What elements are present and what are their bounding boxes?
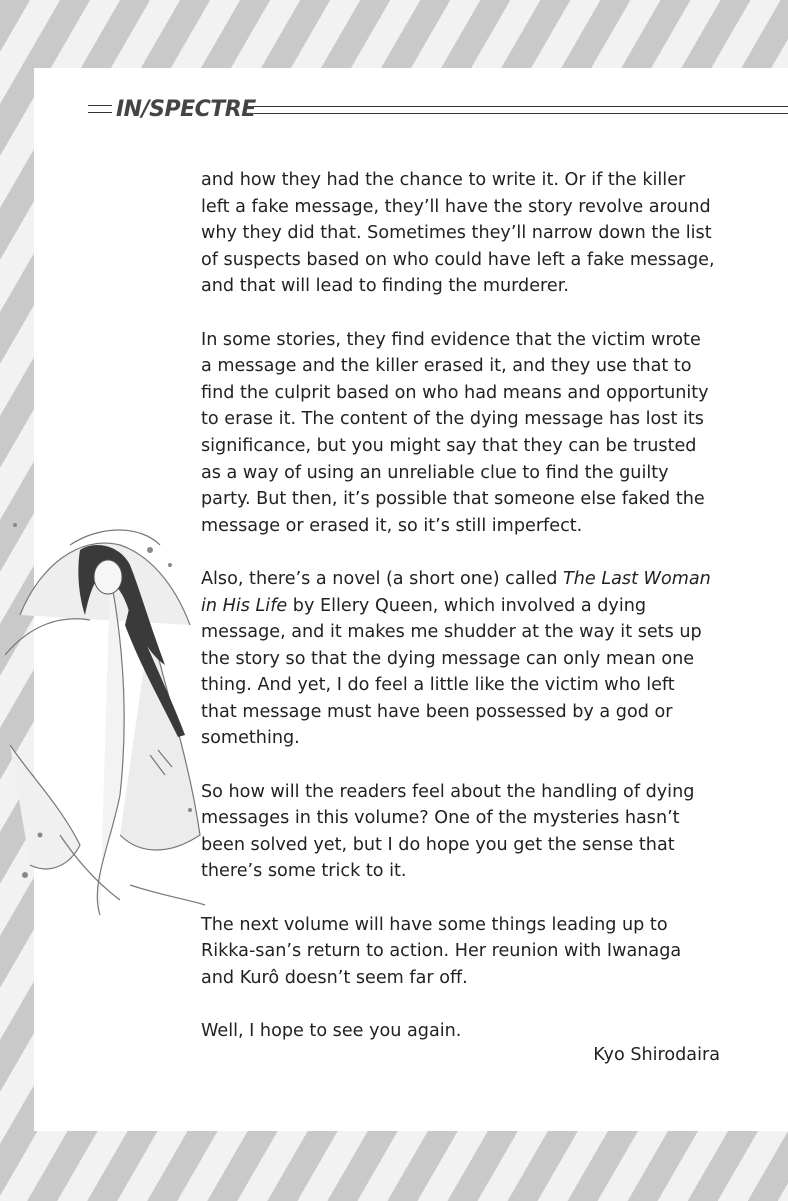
text-line: a message and the killer erased it, and they use that to: [201, 356, 692, 377]
text-line: find the culprit based on who had means and opportunity: [201, 382, 709, 403]
text-line: that message must have been possessed by a god or: [201, 701, 673, 722]
text-line: [201, 566, 741, 593]
text-line: Rikka-san’s return to action. Her reunion with Iwanaga: [201, 941, 682, 962]
text-line: messages in this volume? One of the mysteries hasn’t: [201, 808, 680, 829]
header-rule-left: [88, 105, 112, 113]
text-run: Also, there’s a novel (a short one) called: [201, 568, 563, 589]
text-line: of suspects based on who could have left a fake message,: [201, 249, 715, 270]
text-line: [201, 593, 741, 620]
text-run: by Ellery Queen, which involved a dying: [287, 595, 647, 616]
header-rule-right: [254, 106, 788, 114]
afterword-body: [201, 167, 741, 1045]
text-line: Well, I hope to see you again.: [201, 1021, 462, 1041]
text-line: message or erased it, so it’s still imperfect.: [201, 515, 583, 536]
series-logo: IN/SPECTRE: [116, 97, 256, 122]
text-line: why they did that. Sometimes they’ll narrow down the list: [201, 223, 712, 244]
book-title: The Last Woman: [563, 568, 711, 589]
author-signature: Kyo Shirodaira: [593, 1045, 720, 1065]
paragraph: [201, 1018, 741, 1045]
book-title: in His Life: [201, 595, 288, 616]
text-line: been solved yet, but I do hope you get the sense that: [201, 834, 675, 855]
paragraph: [201, 566, 741, 752]
text-line: there’s some trick to it.: [201, 861, 407, 882]
text-line: significance, but you might say that they can be trusted: [201, 435, 697, 456]
paragraph: [201, 327, 741, 540]
text-line: In some stories, they find evidence that the victim wrote: [201, 329, 701, 350]
text-line: So how will the readers feel about the handling of dying: [201, 781, 695, 802]
text-line: party. But then, it’s possible that someone else faked the: [201, 489, 705, 510]
text-line: and Kurô doesn’t seem far off.: [201, 967, 468, 988]
paragraph: [201, 167, 741, 300]
character-illustration: [0, 505, 215, 925]
text-line: The next volume will have some things leading up to: [201, 914, 668, 935]
running-header: [88, 96, 788, 126]
text-line: the story so that the dying message can only mean one: [201, 648, 695, 669]
paragraph: [201, 779, 741, 885]
paragraph: [201, 912, 741, 992]
text-line: left a fake message, they’ll have the story revolve around: [201, 196, 711, 217]
text-line: something.: [201, 728, 300, 749]
text-line: to erase it. The content of the dying message has lost its: [201, 409, 704, 430]
text-line: and that will lead to finding the murderer.: [201, 276, 569, 297]
text-line: message, and it makes me shudder at the way it sets up: [201, 622, 702, 643]
text-line: as a way of using an unreliable clue to find the guilty: [201, 462, 669, 483]
text-line: thing. And yet, I do feel a little like the victim who left: [201, 675, 675, 696]
text-line: and how they had the chance to write it. Or if the killer: [201, 170, 686, 190]
